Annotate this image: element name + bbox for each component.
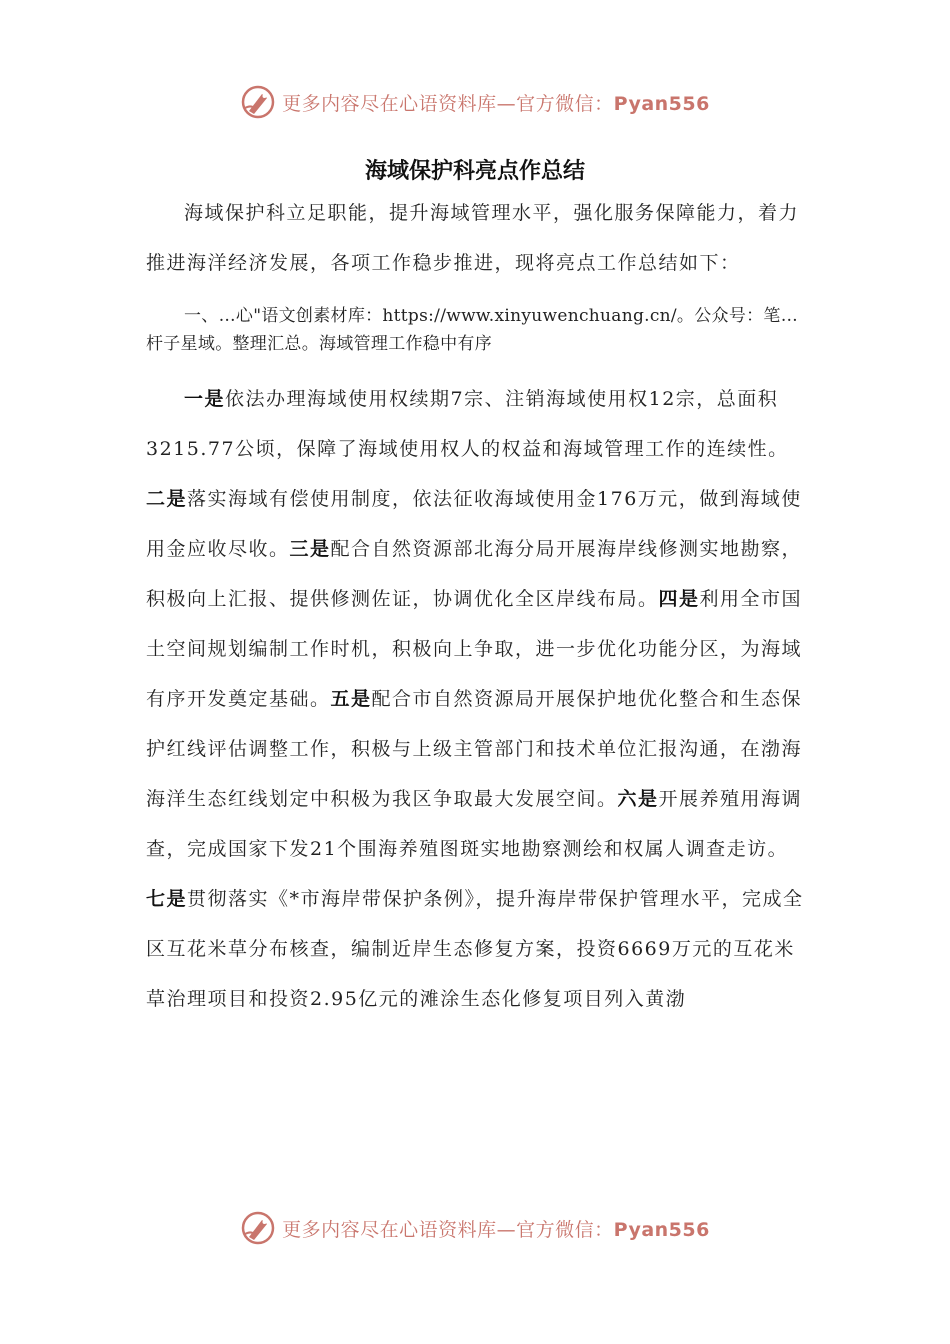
item-label: 二是 [146,488,188,510]
item-text: 依法办理海域使用权续期7宗、注销海域使用权12宗，总面积3215.77公顷，保障了海域使用权人的权益和海域管理工作的连续性。 [146,388,789,460]
header-watermark [0,82,950,122]
pen-nib-logo-icon [240,1210,276,1246]
item-text: 配合自然资源部北海分局开展海岸线修测实地勘察，积极向上汇报、提供修测佐证，协调优化全区岸线布局。 [146,538,803,610]
item-label: 六是 [617,788,659,810]
body-paragraph [146,374,806,1024]
pen-nib-logo-icon [240,84,276,120]
item-text: 开展养殖用海调查，完成国家下发21个围海养殖图斑实地勘察测绘和权属人调查走访。 [146,788,803,860]
item-text: 落实海域有偿使用制度，依法征收海域使用金176万元，做到海域使用金应收尽收。 [146,488,802,560]
item-label: 一是 [184,388,226,410]
item-label: 五是 [330,688,372,710]
watermark-text: 更多内容尽在心语资料库—官方微信：Pyan556 [282,92,710,115]
section-heading: 一、…心"语文创素材库：https://www.xinyuwenchuang.cn/。公众号：笔…杆子星域。整理汇总。海域管理工作稳中有序 [146,306,799,354]
document-title: 海域保护科亮点作总结 [364,159,585,184]
item-text: 配合市自然资源局开展保护地优化整合和生态保护红线评估调整工作，积极与上级主管部门和技术单位汇报沟通，在渤海海洋生态红线划定中积极为我区争取最大发展空间。 [146,688,803,810]
document-body [146,188,806,1024]
item-label: 七是 [146,888,188,910]
item-text: 贯彻落实《*市海岸带保护条例》，提升海岸带保护管理水平，完成全区互花米草分布核查，编制近岸生态修复方案，投资6669万元的互花米草治理项目和投资2.95亿元的滩涂生态化修复项目列入黄渤 [146,888,804,1010]
watermark-text: 更多内容尽在心语资料库—官方微信：Pyan556 [282,1218,710,1241]
item-text: 利用全市国土空间规划编制工作时机，积极向上争取，进一步优化功能分区，为海域有序开发奠定基础。 [146,588,803,710]
item-label: 三是 [289,538,331,560]
intro-paragraph: 海域保护科立足职能，提升海域管理水平，强化服务保障能力，着力推进海洋经济发展，各项工作稳步推进，现将亮点工作总结如下： [146,202,800,274]
item-label: 四是 [658,588,700,610]
footer-watermark [0,1208,950,1248]
